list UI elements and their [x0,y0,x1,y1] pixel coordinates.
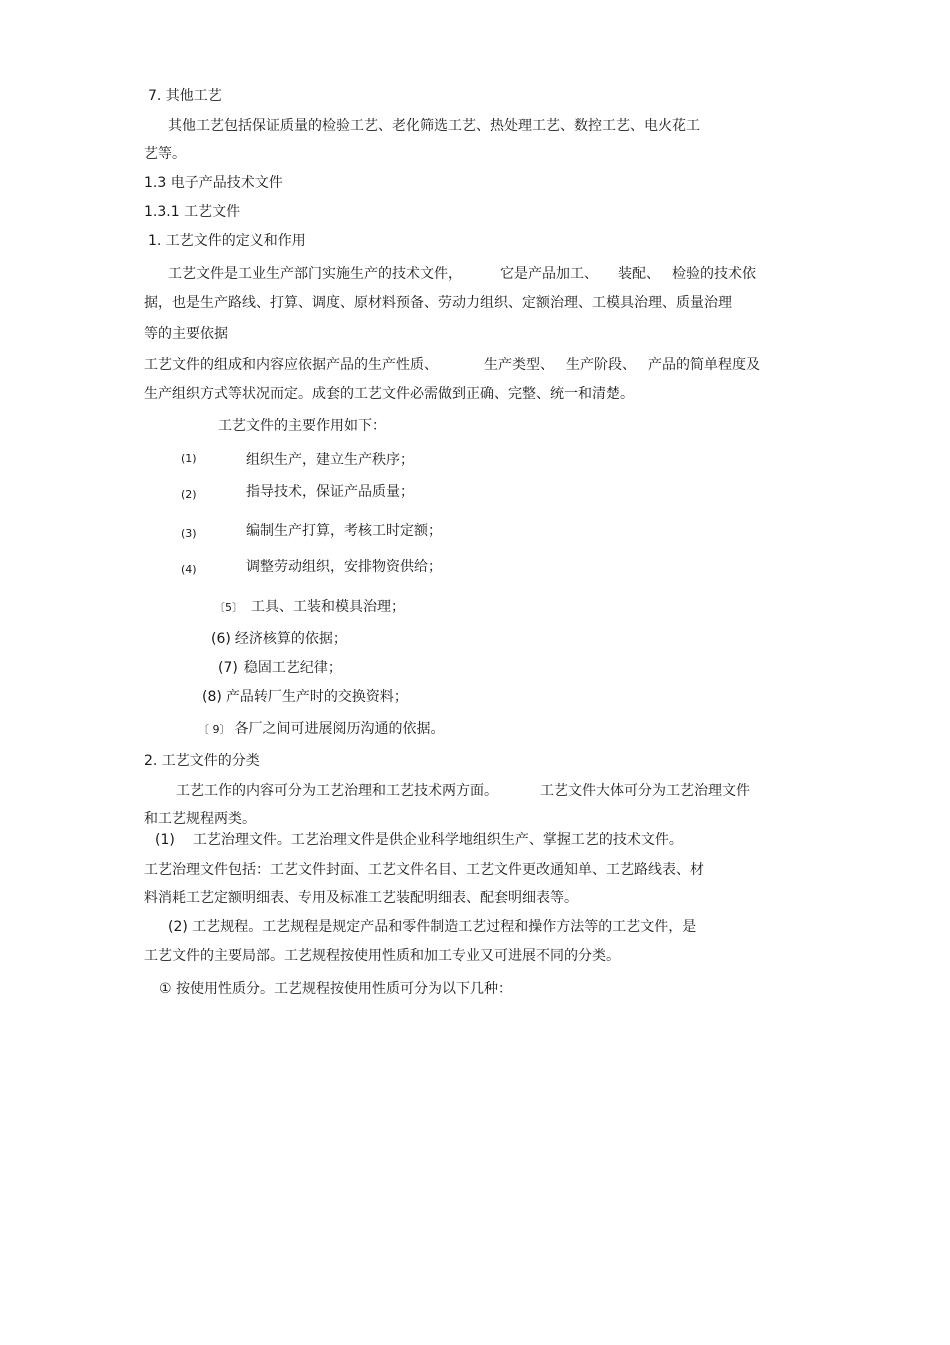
composition-paragraph-line-2: 生产组织方式等状况而定。成套的工艺文件必需做到正确、完整、统一和清楚。 [144,386,634,402]
text-segment: 工艺文件的组成和内容应依据产品的生产性质、 [144,357,438,373]
classification-subitem-1: ① 按使用性质分。工艺规程按使用性质可分为以下几种： [159,981,512,997]
role-number: 〔5〕 [214,601,243,614]
classification-item-1-line-3: 料消耗工艺定额明细表、专用及标准工艺装配明细表、配套明细表等。 [144,890,578,906]
role-number: (3) [181,527,197,540]
section-7-paragraph-line-2: 艺等。 [144,146,186,162]
text-segment: 它是产品加工、 [500,266,598,282]
text-segment: 生产类型、 [484,357,554,373]
role-text: 组织生产，建立生产秩序； [246,452,414,468]
definition-paragraph-line-1 [168,265,756,283]
role-item [202,688,408,706]
role-number: (2) [181,488,197,501]
classification-item-1-line-2: 工艺治理文件包括：工艺文件封面、工艺文件名目、工艺文件更改通知单、工艺路线表、材 [144,862,704,878]
role-text: 各厂之间可进展阅历沟通的依据。 [234,721,445,737]
heading-1-3: 1.3 电子产品技术文件 [144,175,283,191]
role-number: 〔 9〕 [198,723,231,736]
heading-definition: 1. 工艺文件的定义和作用 [148,233,306,249]
role-item [211,630,347,648]
role-item [214,598,405,617]
definition-paragraph-line-2: 据，也是生产路线、打算、调度、原材料预备、劳动力组织、定额治理、工模具治理、质量治理 [144,295,732,311]
role-text: 编制生产打算，考核工时定额； [246,523,442,539]
classification-paragraph-line-1 [176,782,750,800]
classification-item-2-line-1: (2) 工艺规程。工艺规程是规定产品和零件制造工艺过程和操作方法等的工艺文件，是 [168,919,697,935]
section-7-heading: 7. 其他工艺 [148,88,222,104]
text-segment: 检验的技术依 [672,266,756,282]
role-text: 稳固工艺纪律； [243,660,342,676]
text-segment: 工艺工作的内容可分为工艺治理和工艺技术两方面。 [176,783,498,799]
classification-paragraph-line-2: 和工艺规程两类。 [144,811,256,827]
text-segment: 工艺文件是工业生产部门实施生产的技术文件， [168,266,462,282]
role-number: (6) [211,631,231,647]
classification-item-1 [155,831,683,849]
role-text: 调整劳动组织，安排物资供给； [246,559,442,575]
classification-item-2-line-2: 工艺文件的主要局部。工艺规程按使用性质和加工专业又可进展不同的分类。 [144,948,620,964]
item-number: (1) [155,832,175,848]
role-item [218,659,342,677]
heading-classification: 2. 工艺文件的分类 [144,753,260,769]
text-segment: 工艺文件大体可分为工艺治理文件 [540,783,750,799]
role-number: (7) [218,660,238,676]
text-segment: 产品的简单程度及 [648,357,760,373]
roles-intro: 工艺文件的主要作用如下： [218,418,386,434]
role-item [198,720,445,739]
role-number: (1) [181,452,197,465]
role-text: 指导技术，保证产品质量； [246,484,414,500]
role-text: 工具、工装和模具治理； [251,599,405,615]
section-7-paragraph-line-1: 其他工艺包括保证质量的检验工艺、老化筛选工艺、热处理工艺、数控工艺、电火花工 [168,118,700,134]
text-segment: 装配、 [618,266,660,282]
definition-paragraph-line-3: 等的主要依据 [144,326,228,342]
text-segment: 生产阶段、 [566,357,636,373]
heading-1-3-1: 1.3.1 工艺文件 [144,204,241,220]
item-text: 工艺治理文件。工艺治理文件是供企业科学地组织生产、掌握工艺的技术文件。 [192,832,683,848]
role-text: 产品转厂生产时的交换资料； [225,689,408,705]
role-number: (4) [181,563,197,576]
role-text: 经济核算的依据； [234,631,347,647]
role-number: (8) [202,689,222,705]
composition-paragraph-line-1 [144,356,760,374]
